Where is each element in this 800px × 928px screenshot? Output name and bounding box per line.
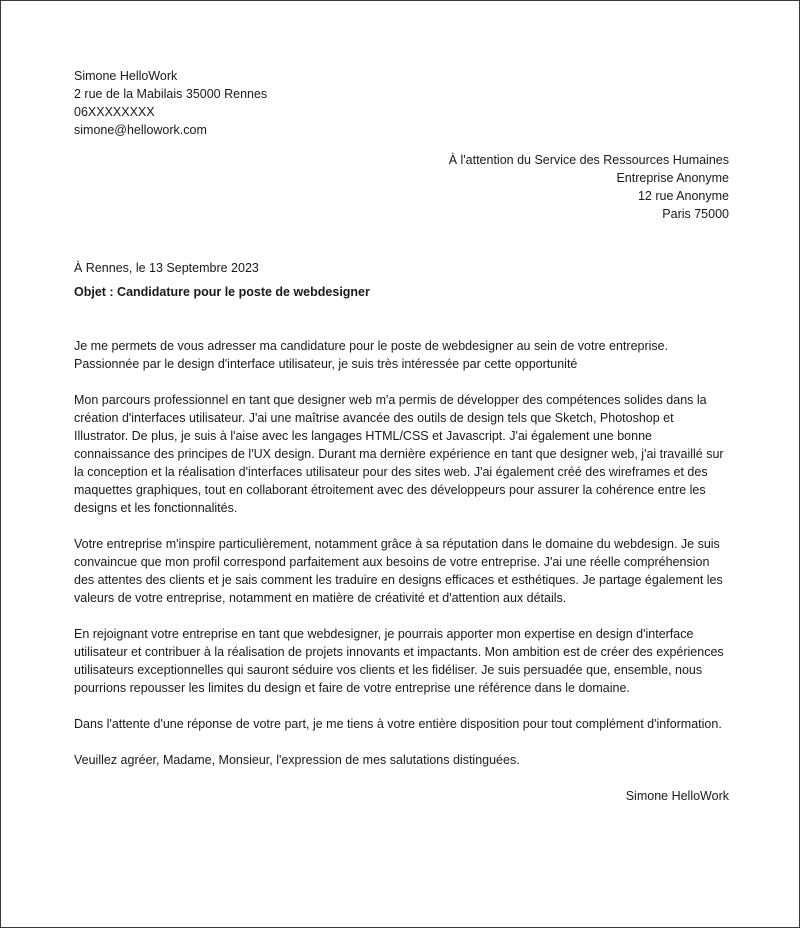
sender-block [74,67,729,139]
recipient-street: 12 rue Anonyme [637,189,729,203]
letter-body [74,337,729,769]
subject-line: Objet : Candidature pour le poste de webdesigner [74,285,370,299]
paragraph-availability: Dans l'attente d'une réponse de votre part, je me tiens à votre entière disposition pour tout complément d'information. [74,717,722,731]
letter-content [74,67,729,805]
paragraph-closing: Veuillez agréer, Madame, Monsieur, l'expression de mes salutations distinguées. [74,753,520,767]
sender-name: Simone HelloWork [74,69,178,83]
date-line: À Rennes, le 13 Septembre 2023 [74,261,259,275]
sender-email: simone@hellowork.com [74,123,207,137]
paragraph-intro: Je me permets de vous adresser ma candidature pour le poste de webdesigner au sein de votre entreprise. Passionnée par le design d'interface utilisateur, je suis très intéressée par cette opportunité [74,339,669,371]
recipient-city: Paris 75000 [662,207,729,221]
paragraph-experience: Mon parcours professionnel en tant que designer web m'a permis de développer des compétences solides dans la création d'interfaces utilisateur. J'ai une maîtrise avancée des outils de design tels que Sketch, Photoshop et Illustrator. De plus, je suis à l'aise avec les langages HTML/CSS et Javascript. J'ai également une bonne connaissance des principes de l'UX design. Durant ma dernière expérience en tant que designer web, j'ai travaillé sur la conception et la réalisation d'interfaces utilisateur pour des sites web. J'ai également créé des wireframes et des maquettes graphiques, tout en collaborant étroitement avec des développeurs pour assurer la cohérence entre les designs et les fonctionnalités. [74,393,724,515]
sender-phone: 06XXXXXXXX [74,105,155,119]
signature: Simone HelloWork [625,789,729,803]
paragraph-contribution: En rejoignant votre entreprise en tant que webdesigner, je pourrais apporter mon expertise en design d'interface utilisateur et contribuer à la réalisation de projets innovants et impactants. Mon ambition est de créer des expériences utilisateurs exceptionnelles qui sauront séduire vos clients et les fidéliser. Je suis persuadée que, ensemble, nous pourrions repousser les limites du design et faire de votre entreprise une référence dans le domaine. [74,627,724,695]
sender-address: 2 rue de la Mabilais 35000 Rennes [74,87,268,101]
recipient-attention: À l'attention du Service des Ressources Humaines [448,153,729,167]
recipient-block [74,151,729,223]
recipient-company: Entreprise Anonyme [616,171,729,185]
paragraph-motivation: Votre entreprise m'inspire particulièrement, notamment grâce à sa réputation dans le domaine du webdesign. Je suis convaincue que mon profil correspond parfaitement aux besoins de votre entreprise. J'ai une réelle compréhension des attentes des clients et je sais comment les traduire en designs efficaces et esthétiques. Je partage également les valeurs de votre entreprise, notamment en matière de créativité et d'attention aux détails. [74,537,723,605]
